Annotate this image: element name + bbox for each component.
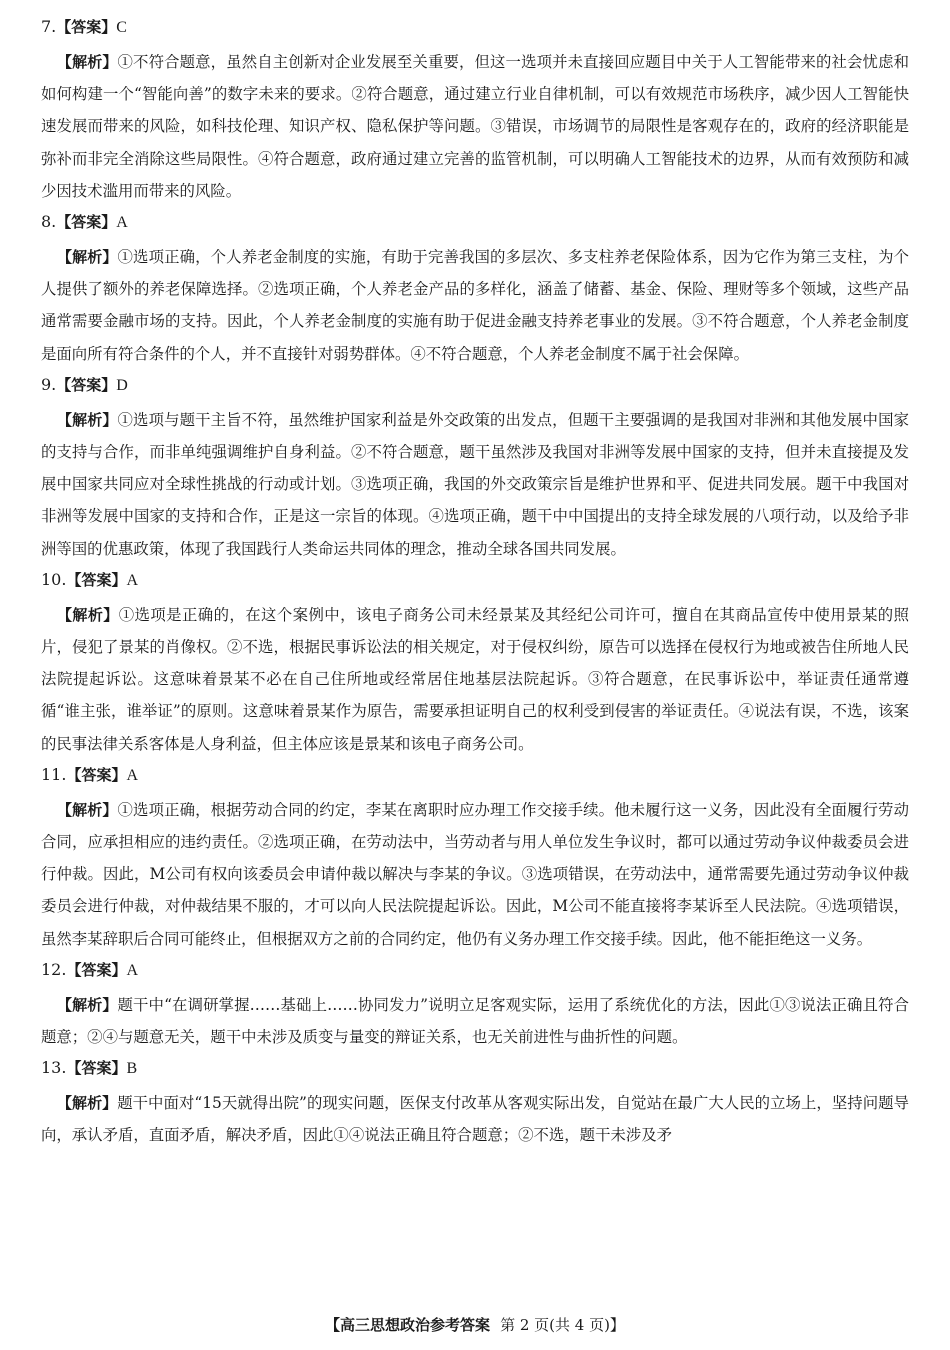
analysis-paragraph	[41, 46, 909, 207]
analysis-paragraph	[41, 404, 909, 565]
answer-line	[0, 959, 950, 981]
answer-label: 【答案】	[66, 765, 127, 784]
analysis-label: 【解析】	[57, 1094, 118, 1113]
analysis-text: 题干中“在调研掌握……基础上……协同发力”说明立足客观实际，运用了系统优化的方法，因此①③说法正确且符合题意；②④与题意无关，题干中未涉及质变与量变的辩证关系，也无关前进性与曲折性的问题。	[41, 995, 909, 1047]
analysis-text: ①选项正确，根据劳动合同的约定，李某在离职时应办理工作交接手续。他未履行这一义务，因此没有全面履行劳动合同，应承担相应的违约责任。②选项正确，在劳动法中，当劳动者与用人单位发生争议时，都可以通过劳动争议仲裁委员会进行仲裁。因此，M公司有权向该委员会申请仲裁以解决与李某的争议。③选项错误，在劳动法中，通常需要先通过劳动争议仲裁委员会进行仲裁，对仲裁结果不服的，才可以向人民法院提起诉讼。因此，M公司不能直接将李某诉至人民法院。④选项错误，虽然李某辞职后合同可能终止，但根据双方之前的合同约定，他仍有义务办理工作交接手续。因此，他不能拒绝这一义务。	[41, 800, 909, 948]
analysis-label: 【解析】	[57, 800, 118, 819]
answer-label: 【答案】	[56, 213, 117, 232]
analysis-label: 【解析】	[57, 53, 118, 71]
question-number: 9.	[41, 374, 57, 394]
analysis-paragraph	[41, 241, 909, 370]
answer-item-11	[0, 764, 950, 955]
analysis-label: 【解析】	[57, 605, 119, 624]
analysis-text: 题干中面对“15天就得出院”的现实问题，医保支付改革从客观实际出发，自觉站在最广大人民的立场上，坚持问题导向，承认矛盾，直面矛盾，解决矛盾，因此①④说法正确且符合题意；②不选，题干未涉及矛	[41, 1094, 909, 1145]
analysis-paragraph	[41, 989, 909, 1053]
analysis-text: ①不符合题意，虽然自主创新对企业发展至关重要，但这一选项并未直接回应题目中关于人工智能带来的社会忧虑和如何构建一个“智能向善”的数字未来的要求。②符合题意，通过建立行业自律机制，可以有效规范市场秩序，减少因人工智能快速发展而带来的风险，如科技伦理、知识产权、隐私保护等问题。③错误，市场调节的局限性是客观存在的，政府的经济职能是弥补而非完全消除这些局限性。④符合题意，政府通过建立完善的监管机制，可以明确人工智能技术的边界，从而有效预防和减少因技术滥用而带来的风险。	[41, 53, 909, 200]
page-footer	[0, 1314, 950, 1336]
answer-line	[0, 211, 950, 233]
analysis-label: 【解析】	[57, 248, 118, 267]
question-number: 8.	[41, 212, 57, 232]
question-number: 7.	[41, 17, 57, 36]
answer-value: A	[116, 214, 128, 232]
question-number: 10.	[41, 569, 67, 589]
answer-item-13	[0, 1057, 950, 1151]
answer-item-7	[0, 16, 950, 207]
answer-line	[0, 16, 950, 38]
answer-label: 【答案】	[66, 1059, 127, 1078]
analysis-label: 【解析】	[57, 995, 118, 1014]
answer-label: 【答案】	[56, 375, 117, 394]
answer-list	[0, 12, 950, 1152]
question-number: 13.	[41, 1058, 67, 1078]
analysis-paragraph	[41, 1087, 909, 1151]
answer-value: A	[126, 571, 139, 589]
analysis-text: ①选项与题干主旨不符，虽然维护国家利益是外交政策的出发点，但题干主要强调的是我国对非洲和其他发展中国家的支持与合作，而非单纯强调维护自身利益。②不符合题意，题干虽然涉及我国对非洲等发展中国家的支持，但并未直接提及发展中国家共同应对全球性挑战的行动或计划。③选项正确，我国的外交政策宗旨是维护世界和平、促进共同发展。题干中我国对非洲等发展中国家的支持和合作，正是这一宗旨的体现。④选项正确，题干中中国提出的支持全球发展的八项行动，以及给予非洲等国的优惠政策，体现了我国践行人类命运共同体的理念，推动全球各国共同发展。	[41, 410, 909, 558]
answer-line	[0, 1057, 950, 1079]
analysis-text: ①选项是正确的，在这个案例中，该电子商务公司未经景某及其经纪公司许可，擅自在其商品宣传中使用景某的照片，侵犯了景某的肖像权。②不选，根据民事诉讼法的相关规定，对于侵权纠纷，原告可以选择在侵权行为地或被告住所地人民法院提起诉讼。这意味着景某不必在自己住所地或经常居住地基层法院起诉。③符合题意，在民事诉讼中，举证责任通常遵循“谁主张，谁举证”的原则。这意味着景某作为原告，需要承担证明自己的权利受到侵害的举证责任。④说法有误，不选，该案的民事法律关系客体是人身利益，但主体应该是景某和该电子商务公司。	[41, 605, 909, 753]
answer-item-9	[0, 374, 950, 565]
analysis-text: ①选项正确，个人养老金制度的实施，有助于完善我国的多层次、多支柱养老保险体系，因为它作为第三支柱，为个人提供了额外的养老保障选择。②选项正确，个人养老金产品的多样化，涵盖了储蓄、基金、保险、理财等多个领域，这些产品通常需要金融市场的支持。因此，个人养老金制度的实施有助于促进金融支持养老事业的发展。③不符合题意，个人养老金制度是面向所有符合条件的个人，并不直接针对弱势群体。④不符合题意，个人养老金制度不属于社会保障。	[41, 248, 909, 363]
answer-value: C	[116, 19, 127, 36]
answer-value: D	[116, 376, 128, 394]
answer-item-10	[0, 569, 950, 760]
answer-value: B	[126, 1060, 138, 1078]
answer-line	[0, 374, 950, 396]
question-number: 12.	[41, 959, 67, 979]
answer-line	[0, 764, 950, 786]
footer-page-number: 第 2 页(共 4 页)】	[500, 1316, 625, 1334]
answer-item-8	[0, 211, 950, 370]
analysis-label: 【解析】	[57, 410, 118, 429]
analysis-paragraph	[41, 599, 909, 760]
answer-value: A	[126, 961, 139, 979]
answer-label: 【答案】	[66, 960, 127, 979]
answer-label: 【答案】	[56, 18, 117, 36]
analysis-paragraph	[41, 794, 909, 955]
answer-line	[0, 569, 950, 591]
question-number: 11.	[41, 764, 67, 784]
footer-title: 【高三思想政治参考答案	[325, 1316, 491, 1334]
answer-label: 【答案】	[66, 570, 127, 589]
answer-item-12	[0, 959, 950, 1053]
answer-value: A	[126, 766, 139, 784]
